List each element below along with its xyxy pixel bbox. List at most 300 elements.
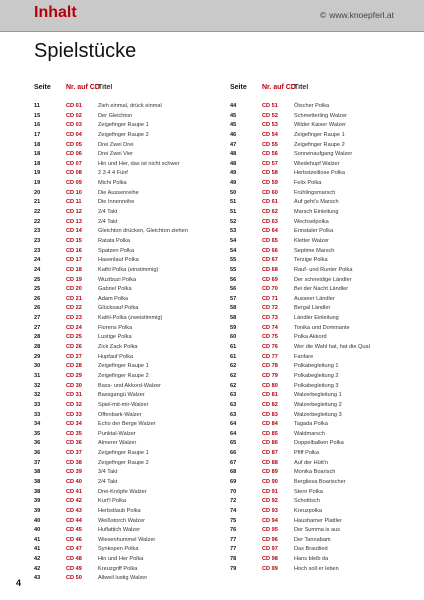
- table-row: [230, 449, 422, 459]
- table-row: [34, 314, 226, 324]
- page-cell: 22: [34, 209, 41, 216]
- table-row: [34, 536, 226, 546]
- title-cell: Drei-Knöpfe Walzer: [98, 488, 147, 495]
- title-cell: Ratata Polka: [98, 237, 131, 244]
- title-cell: Hasenlaut Polka: [98, 257, 139, 264]
- title-cell: Bassgangü Walzer: [98, 392, 145, 399]
- page-cell: 62: [230, 372, 237, 379]
- page-cell: 50: [230, 189, 237, 196]
- cd-number-cell: CD 45: [66, 527, 82, 534]
- title-cell: Huflattich Walzer: [98, 527, 141, 534]
- page-cell: 63: [230, 392, 237, 399]
- table-row: [230, 179, 422, 189]
- cd-number-cell: CD 55: [262, 141, 278, 148]
- title-cell: Ennstaler Polka: [294, 228, 334, 235]
- page-cell: 20: [34, 189, 41, 196]
- cd-number-cell: CD 67: [262, 257, 278, 264]
- title-cell: Florens Polka: [98, 324, 133, 331]
- table-row: [34, 545, 226, 555]
- table-row: [34, 227, 226, 237]
- table-row: [34, 353, 226, 363]
- table-row: [230, 333, 422, 343]
- cd-number-cell: CD 14: [66, 228, 82, 235]
- cd-number-cell: CD 52: [262, 112, 278, 119]
- title-cell: Walzerbegleitung 2: [294, 401, 342, 408]
- page-cell: 18: [34, 160, 41, 167]
- page-cell: 77: [230, 536, 237, 543]
- cd-number-cell: CD 08: [66, 170, 82, 177]
- cd-number-cell: CD 71: [262, 295, 278, 302]
- table-row: [34, 497, 226, 507]
- title-cell: Ausseer Ländler: [294, 295, 335, 302]
- title-cell: 2/4 Takt: [98, 478, 118, 485]
- title-cell: Walzerbegleitung 3: [294, 411, 342, 418]
- left-table-body: [34, 102, 226, 584]
- copyright-icon: ©: [320, 10, 327, 20]
- page-cell: 27: [34, 315, 41, 322]
- page-cell: 45: [230, 112, 237, 119]
- cd-number-cell: CD 99: [262, 565, 278, 572]
- cd-number-cell: CD 61: [262, 199, 278, 206]
- title-cell: Walzerbegleitung 1: [294, 392, 342, 399]
- header-bar: [0, 0, 424, 31]
- table-row: [230, 121, 422, 131]
- cd-number-cell: CD 06: [66, 151, 82, 158]
- page-cell: 26: [34, 295, 41, 302]
- page-cell: 17: [34, 131, 41, 138]
- cd-number-cell: CD 96: [262, 536, 278, 543]
- table-row: [34, 247, 226, 257]
- cd-number-cell: CD 38: [66, 459, 82, 466]
- title-cell: Wuzibuzi Polka: [98, 276, 137, 283]
- page-cell: 25: [34, 276, 41, 283]
- cd-number-cell: CD 82: [262, 401, 278, 408]
- page-cell: 24: [34, 257, 41, 264]
- cd-number-cell: CD 37: [66, 450, 82, 457]
- page-cell: 33: [34, 411, 41, 418]
- cd-number-cell: CD 05: [66, 141, 82, 148]
- cd-number-cell: CD 33: [66, 411, 82, 418]
- title-cell: Kurt'l Polka: [98, 498, 127, 505]
- page-cell: 23: [34, 228, 41, 235]
- page-cell: 11: [34, 103, 40, 109]
- page-cell: 23: [34, 237, 41, 244]
- cd-number-cell: CD 46: [66, 536, 82, 543]
- page-cell: 38: [34, 469, 41, 476]
- section-title: Inhalt: [34, 4, 77, 21]
- page-cell: 26: [34, 305, 41, 312]
- table-row: [34, 208, 226, 218]
- table-row: [230, 285, 422, 295]
- right-table: [230, 84, 422, 574]
- cd-number-cell: CD 87: [262, 450, 278, 457]
- cd-number-cell: CD 97: [262, 546, 278, 553]
- cd-number-cell: CD 17: [66, 257, 82, 264]
- title-cell: Rauf- und Runter Polka: [294, 266, 353, 273]
- table-row: [230, 227, 422, 237]
- cd-number-cell: CD 22: [66, 305, 82, 312]
- title-cell: Zick Zack Polka: [98, 344, 138, 351]
- cd-number-cell: CD 30: [66, 382, 82, 389]
- table-row: [34, 150, 226, 160]
- page-cell: 31: [34, 372, 41, 379]
- cd-number-cell: CD 23: [66, 315, 82, 322]
- table-row: [34, 102, 226, 112]
- table-row: [34, 141, 226, 151]
- page-cell: 28: [34, 344, 41, 351]
- title-cell: Ötscher Polka: [294, 103, 330, 109]
- page-cell: 74: [230, 507, 237, 514]
- title-cell: Hin und Her Polka: [98, 556, 144, 563]
- cd-number-cell: CD 53: [262, 122, 278, 129]
- cd-number-cell: CD 21: [66, 295, 82, 302]
- page-cell: 18: [34, 151, 41, 158]
- title-cell: Offenbark-Walzer: [98, 411, 142, 418]
- table-row: [34, 121, 226, 131]
- column-header-seite: Seite: [34, 84, 51, 91]
- page-cell: 63: [230, 411, 237, 418]
- cd-number-cell: CD 59: [262, 180, 278, 187]
- title-cell: Spiel-mit-mir-Walzer: [98, 401, 149, 408]
- table-row: [230, 391, 422, 401]
- page-cell: 48: [230, 160, 237, 167]
- cd-number-cell: CD 60: [262, 189, 278, 196]
- title-cell: Sonnenaufgang Walzer: [294, 151, 353, 158]
- table-row: [34, 411, 226, 421]
- column-header-titel: Titel: [98, 84, 113, 91]
- cd-number-cell: CD 94: [262, 517, 278, 524]
- page-cell: 44: [230, 103, 237, 109]
- page-cell: 75: [230, 517, 237, 524]
- cd-number-cell: CD 43: [66, 507, 82, 514]
- page-cell: 47: [230, 141, 237, 148]
- title-cell: Wilder Kaiser Walzer: [294, 122, 347, 129]
- page-cell: 67: [230, 459, 237, 466]
- title-cell: Zeigefinger Raupe 1: [98, 363, 149, 370]
- table-row: [230, 362, 422, 372]
- title-cell: Zieh einmal, drück einmal: [98, 103, 162, 109]
- cd-number-cell: CD 56: [262, 151, 278, 158]
- page-cell: 70: [230, 488, 237, 495]
- page-cell: 25: [34, 286, 41, 293]
- cd-number-cell: CD 27: [66, 353, 82, 360]
- cd-number-cell: CD 91: [262, 488, 278, 495]
- title-cell: Echo der Berge Walzer: [98, 421, 156, 428]
- cd-number-cell: CD 10: [66, 189, 82, 196]
- title-cell: Zeigefinger Raupe 2: [98, 459, 149, 466]
- title-cell: Tagada Polka: [294, 421, 328, 428]
- page-cell: 64: [230, 421, 237, 428]
- page-cell: 23: [34, 247, 41, 254]
- page-cell: 65: [230, 440, 237, 447]
- page-subtitle: Spielstücke: [34, 40, 137, 62]
- title-cell: Hin und Her, das ist nicht schwer: [98, 160, 180, 167]
- table-row: [230, 237, 422, 247]
- cd-number-cell: CD 77: [262, 353, 278, 360]
- cd-number-cell: CD 28: [66, 363, 82, 370]
- title-cell: Herbstzeitlose Polka: [294, 170, 345, 177]
- cd-number-cell: CD 86: [262, 440, 278, 447]
- cd-number-cell: CD 29: [66, 372, 82, 379]
- title-cell: Kathl-Polka (zweistimmig): [98, 315, 163, 322]
- page-cell: 15: [34, 112, 41, 119]
- left-table-header: [34, 84, 226, 97]
- page-cell: 69: [230, 478, 237, 485]
- page-cell: 68: [230, 469, 237, 476]
- page-cell: 36: [34, 450, 41, 457]
- table-row: [230, 545, 422, 555]
- title-cell: Der schneidige Ländler: [294, 276, 352, 283]
- table-row: [230, 353, 422, 363]
- page-cell: 27: [34, 324, 41, 331]
- cd-number-cell: CD 49: [66, 565, 82, 572]
- table-row: [230, 430, 422, 440]
- table-row: [230, 304, 422, 314]
- page-cell: 63: [230, 401, 237, 408]
- cd-number-cell: CD 50: [66, 575, 82, 582]
- cd-number-cell: CD 12: [66, 209, 82, 216]
- page-cell: 59: [230, 324, 237, 331]
- cd-number-cell: CD 89: [262, 469, 278, 476]
- cd-number-cell: CD 31: [66, 392, 82, 399]
- page-cell: 36: [34, 440, 41, 447]
- title-cell: 2/4 Takt: [98, 209, 118, 216]
- title-cell: Auf geht's Marsch: [294, 199, 339, 206]
- title-cell: Polka Akkord: [294, 334, 327, 341]
- table-row: [230, 372, 422, 382]
- table-row: [230, 343, 422, 353]
- table-row: [34, 198, 226, 208]
- page-cell: 19: [34, 170, 41, 177]
- cd-number-cell: CD 07: [66, 160, 82, 167]
- page-cell: 79: [230, 565, 237, 572]
- title-cell: Kreuzgriff Polka: [98, 565, 138, 572]
- cd-number-cell: CD 73: [262, 315, 278, 322]
- cd-number-cell: CD 35: [66, 430, 82, 437]
- title-cell: Drei Zwei Vier: [98, 151, 134, 158]
- title-cell: Ländler Einleitung: [294, 315, 339, 322]
- title-cell: Bei der Nacht Ländler: [294, 286, 349, 293]
- page-cell: 37: [34, 459, 41, 466]
- table-row: [230, 102, 422, 112]
- cd-number-cell: CD 25: [66, 334, 82, 341]
- title-cell: Tonika und Dominante: [294, 324, 350, 331]
- right-table-body: [230, 102, 422, 574]
- table-row: [34, 382, 226, 392]
- cd-number-cell: CD 88: [262, 459, 278, 466]
- table-row: [230, 314, 422, 324]
- title-cell: Marsch Einleitung: [294, 209, 339, 216]
- cd-number-cell: CD 66: [262, 247, 278, 254]
- page-cell: 56: [230, 286, 237, 293]
- page-cell: 38: [34, 478, 41, 485]
- page-cell: 54: [230, 247, 237, 254]
- page-cell: 30: [34, 363, 41, 370]
- page-cell: 57: [230, 295, 237, 302]
- title-cell: Gleichton drücken, Gleichton ziehen: [98, 228, 188, 235]
- table-row: [34, 526, 226, 536]
- table-row: [34, 218, 226, 228]
- table-row: [230, 247, 422, 257]
- page-cell: 39: [34, 498, 41, 505]
- title-cell: Wiedehupf Walzer: [294, 160, 340, 167]
- title-cell: Der Tannabam: [294, 536, 331, 543]
- title-cell: Wer die Wahl hat, hat die Qual: [294, 344, 370, 351]
- cd-number-cell: CD 74: [262, 324, 278, 331]
- cd-number-cell: CD 83: [262, 411, 278, 418]
- cd-number-cell: CD 64: [262, 228, 278, 235]
- title-cell: Hans bleib da: [294, 556, 329, 563]
- title-cell: Hupfauf Polka: [98, 353, 134, 360]
- table-row: [34, 285, 226, 295]
- table-row: [230, 526, 422, 536]
- cd-number-cell: CD 81: [262, 392, 278, 399]
- table-row: [34, 333, 226, 343]
- title-cell: Lustige Polka: [98, 334, 132, 341]
- page-cell: 51: [230, 209, 237, 216]
- table-row: [230, 536, 422, 546]
- table-row: [230, 160, 422, 170]
- cd-number-cell: CD 84: [262, 421, 278, 428]
- title-cell: Doppelbalken Polka: [294, 440, 344, 447]
- title-cell: Waldmarsch: [294, 430, 325, 437]
- cd-number-cell: CD 11: [66, 199, 82, 206]
- title-cell: Auf der Hütt'n: [294, 459, 329, 466]
- page-cell: 18: [34, 141, 41, 148]
- title-cell: Drei Zwei Drei: [98, 141, 134, 148]
- title-cell: Kletter Walzer: [294, 237, 329, 244]
- table-row: [34, 430, 226, 440]
- table-row: [34, 574, 226, 584]
- cd-number-cell: CD 92: [262, 498, 278, 505]
- cd-number-cell: CD 95: [262, 527, 278, 534]
- table-row: [34, 160, 226, 170]
- cd-number-cell: CD 42: [66, 498, 82, 505]
- cd-number-cell: CD 51: [262, 103, 278, 109]
- page-cell: 76: [230, 527, 237, 534]
- cd-number-cell: CD 47: [66, 546, 82, 553]
- page-cell: 19: [34, 180, 41, 187]
- cd-number-cell: CD 58: [262, 170, 278, 177]
- right-table-header: [230, 84, 422, 97]
- column-header-nr: Nr. auf CD: [66, 84, 100, 91]
- table-row: [34, 468, 226, 478]
- page-cell: 34: [34, 421, 41, 428]
- title-cell: Kathl Polka (einstimmig): [98, 266, 159, 273]
- table-row: [34, 295, 226, 305]
- table-row: [230, 382, 422, 392]
- cd-number-cell: CD 26: [66, 344, 82, 351]
- column-header-seite: Seite: [230, 84, 247, 91]
- page-cell: 42: [34, 556, 41, 563]
- table-row: [230, 439, 422, 449]
- cd-number-cell: CD 78: [262, 363, 278, 370]
- table-row: [34, 459, 226, 469]
- cd-number-cell: CD 93: [262, 507, 278, 514]
- title-cell: 3/4 Takt: [98, 469, 118, 476]
- title-cell: Zeigefinger Raupe 1: [98, 122, 149, 129]
- title-cell: Die Aussenreihe: [98, 189, 139, 196]
- title-cell: Der Summa is aus: [294, 527, 341, 534]
- title-cell: Polkabegleitung 3: [294, 382, 339, 389]
- page-cell: 55: [230, 266, 237, 273]
- cd-number-cell: CD 72: [262, 305, 278, 312]
- cd-number-cell: CD 01: [66, 103, 82, 109]
- page-cell: 58: [230, 315, 237, 322]
- page-cell: 28: [34, 334, 41, 341]
- table-row: [34, 169, 226, 179]
- cd-number-cell: CD 70: [262, 286, 278, 293]
- table-row: [34, 507, 226, 517]
- left-table: [34, 84, 226, 584]
- page-cell: 32: [34, 392, 41, 399]
- title-cell: Kreuzpolka: [294, 507, 322, 514]
- page-cell: 60: [230, 334, 237, 341]
- cd-number-cell: CD 03: [66, 122, 82, 129]
- title-cell: Punktal-Walzer: [98, 430, 136, 437]
- title-cell: Bergal Ländler: [294, 305, 331, 312]
- table-row: [230, 112, 422, 122]
- title-cell: Fanfare: [294, 353, 314, 360]
- table-row: [34, 439, 226, 449]
- title-cell: Zeigefinger Raupe 2: [98, 372, 149, 379]
- cd-number-cell: CD 34: [66, 421, 82, 428]
- table-row: [34, 449, 226, 459]
- table-row: [230, 150, 422, 160]
- title-cell: Haushamer Plattler: [294, 517, 342, 524]
- cd-number-cell: CD 79: [262, 372, 278, 379]
- page-cell: 53: [230, 228, 237, 235]
- table-row: [34, 391, 226, 401]
- title-cell: Adam Polka: [98, 295, 129, 302]
- cd-number-cell: CD 48: [66, 556, 82, 563]
- table-row: [34, 266, 226, 276]
- table-row: [34, 362, 226, 372]
- cd-number-cell: CD 16: [66, 247, 82, 254]
- title-cell: Wechselpolka: [294, 218, 329, 225]
- page-cell: 24: [34, 266, 41, 273]
- table-row: [34, 189, 226, 199]
- column-header-nr: Nr. auf CD: [262, 84, 296, 91]
- cd-number-cell: CD 02: [66, 112, 82, 119]
- title-cell: Zeigefinger Raupe 2: [294, 141, 345, 148]
- cd-number-cell: CD 36: [66, 440, 82, 447]
- title-cell: Zeigefinger Raupe 1: [294, 131, 345, 138]
- cd-number-cell: CD 57: [262, 160, 278, 167]
- page-cell: 33: [34, 401, 41, 408]
- page-cell: 66: [230, 450, 237, 457]
- title-cell: Gabriel Polka: [98, 286, 132, 293]
- title-cell: Zeigefinger Raupe 1: [98, 450, 149, 457]
- title-cell: Zeigefinger Raupe 2: [98, 131, 149, 138]
- title-cell: Bergliesa Boarischer: [294, 478, 346, 485]
- website-label: [320, 10, 394, 20]
- page-cell: 40: [34, 527, 41, 534]
- cd-number-cell: CD 40: [66, 478, 82, 485]
- table-row: [34, 276, 226, 286]
- table-row: [34, 565, 226, 575]
- page-cell: 21: [34, 199, 41, 206]
- title-cell: Schmetterling Walzer: [294, 112, 347, 119]
- table-row: [34, 517, 226, 527]
- table-row: [230, 169, 422, 179]
- cd-number-cell: CD 90: [262, 478, 278, 485]
- title-cell: Pfiff Polka: [294, 450, 320, 457]
- table-row: [34, 324, 226, 334]
- page-cell: 72: [230, 498, 237, 505]
- table-row: [34, 112, 226, 122]
- page-cell: 43: [34, 575, 41, 582]
